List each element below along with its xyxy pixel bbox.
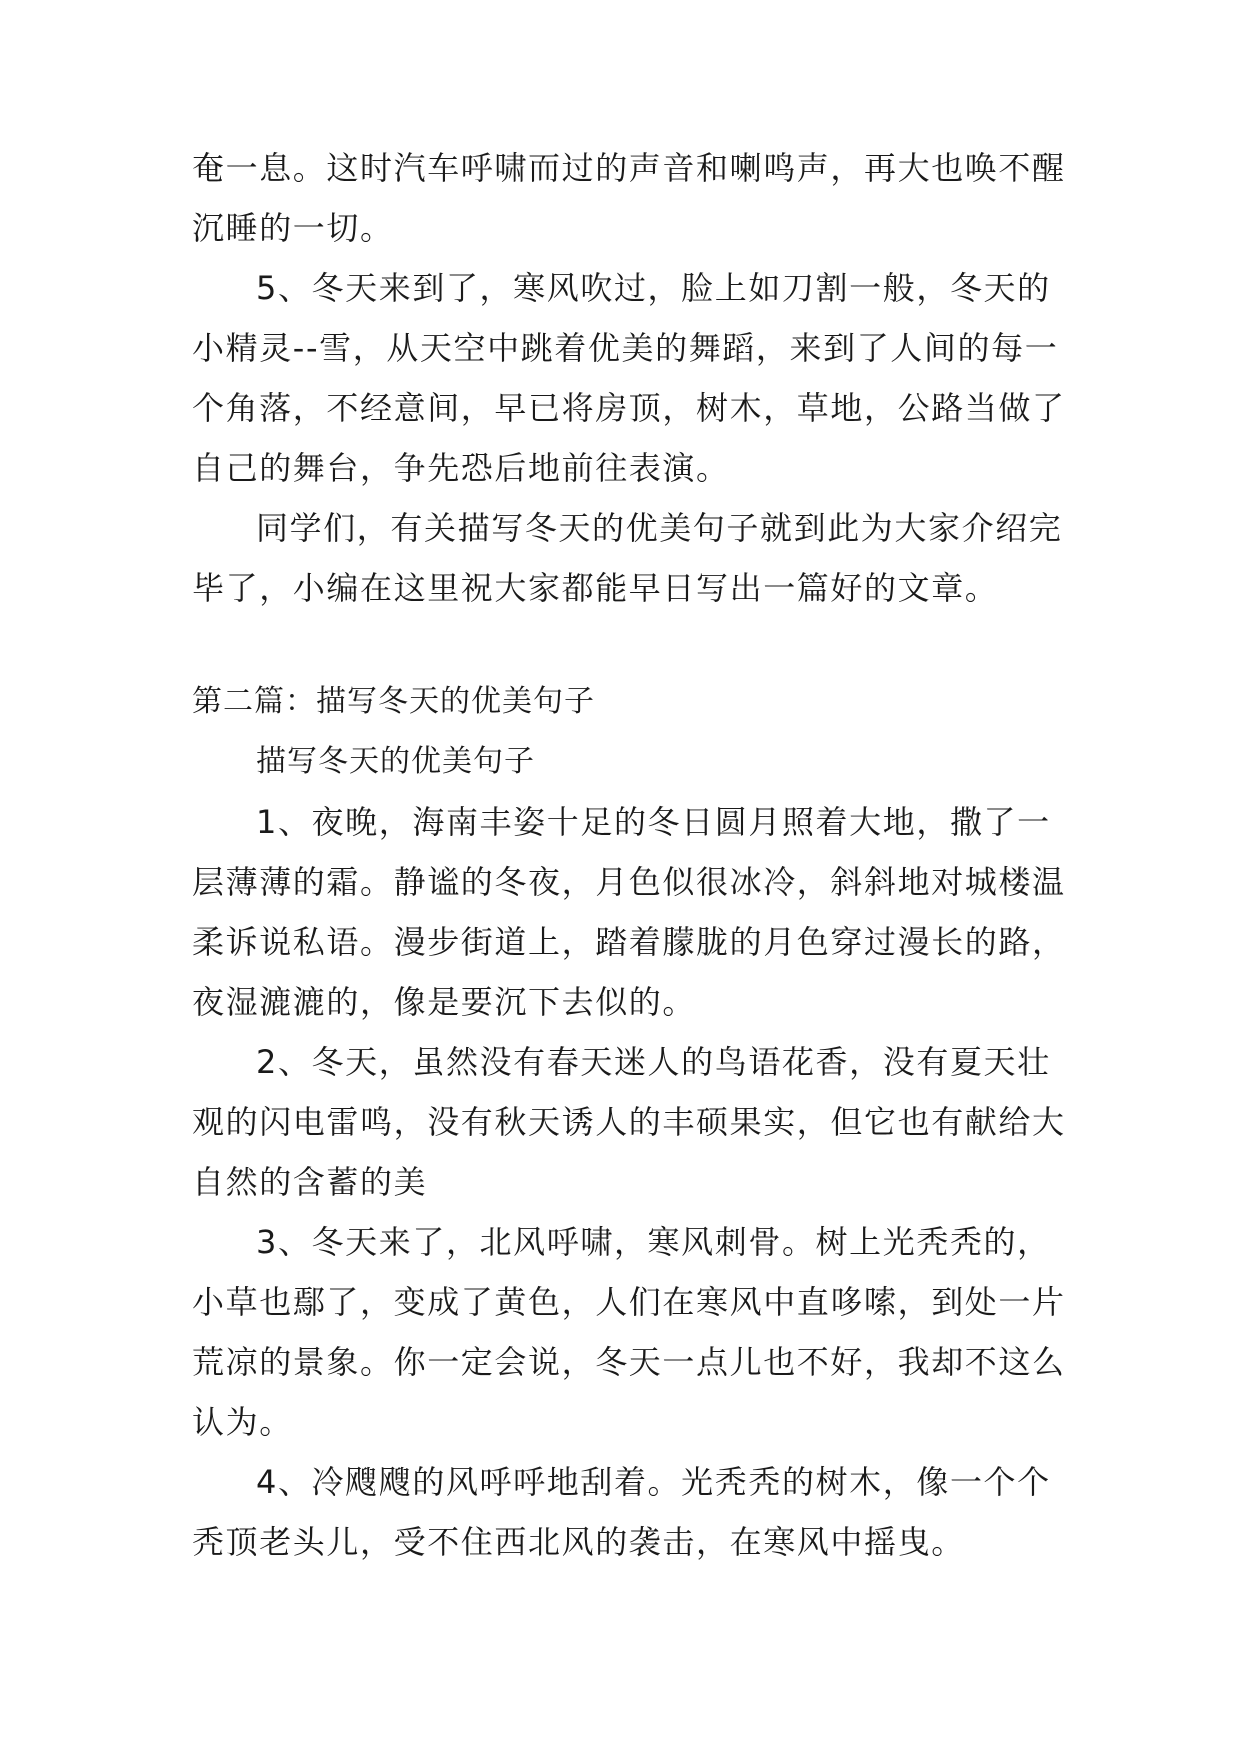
text-line: 奄一息。这时汽车呼啸而过的声音和喇鸣声，再大也唤不醒 [192, 149, 1066, 187]
text-line: 小精灵--雪，从天空中跳着优美的舞蹈，来到了人间的每一 [192, 329, 1059, 367]
paragraph-1-start: 1、夜晚，海南丰姿十足的冬日圆月照着大地，撒了一 [256, 803, 1051, 841]
section-heading: 第二篇：描写冬天的优美句子 [192, 684, 595, 719]
text-line: 认为。 [192, 1403, 293, 1441]
text-line: 自己的舞台，争先恐后地前往表演。 [192, 449, 730, 487]
text-line: 观的闪电雷鸣，没有秋天诱人的丰硕果实，但它也有献给大 [192, 1103, 1066, 1141]
text-line: 小草也鄢了，变成了黄色，人们在寒风中直哆嗦，到处一片 [192, 1283, 1066, 1321]
text-line: 沉睡的一切。 [192, 209, 394, 247]
text-line: 秃顶老头儿，受不住西北风的袭击，在寒风中摇曳。 [192, 1523, 965, 1561]
paragraph-4-start: 4、冷飕飕的风呼呼地刮着。光秃秃的树木，像一个个 [256, 1463, 1051, 1501]
paragraph-3-start: 3、冬天来了，北风呼啸，寒风刺骨。树上光秃秃的， [256, 1223, 1051, 1261]
text-line: 荒凉的景象。你一定会说，冬天一点儿也不好，我却不这么 [192, 1343, 1066, 1381]
text-line: 柔诉说私语。漫步街道上，踏着朦胧的月色穿过漫长的路， [192, 923, 1066, 961]
closing-paragraph-start: 同学们，有关描写冬天的优美句子就到此为大家介绍完 [256, 509, 1063, 547]
paragraph-5-start: 5、冬天来到了，寒风吹过，脸上如刀割一般，冬天的 [256, 269, 1051, 307]
text-line: 层薄薄的霜。静谧的冬夜，月色似很冰冷，斜斜地对城楼温 [192, 863, 1066, 901]
text-line: 个角落，不经意间，早已将房顶，树木，草地，公路当做了 [192, 389, 1066, 427]
paragraph-2-start: 2、冬天，虽然没有春天迷人的鸟语花香，没有夏天壮 [256, 1043, 1051, 1081]
section-subtitle: 描写冬天的优美句子 [256, 744, 535, 779]
text-line: 夜湿漉漉的，像是要沉下去似的。 [192, 983, 697, 1021]
text-line: 自然的含蓄的美 [192, 1163, 428, 1201]
text-line: 毕了，小编在这里祝大家都能早日写出一篇好的文章。 [192, 569, 999, 607]
